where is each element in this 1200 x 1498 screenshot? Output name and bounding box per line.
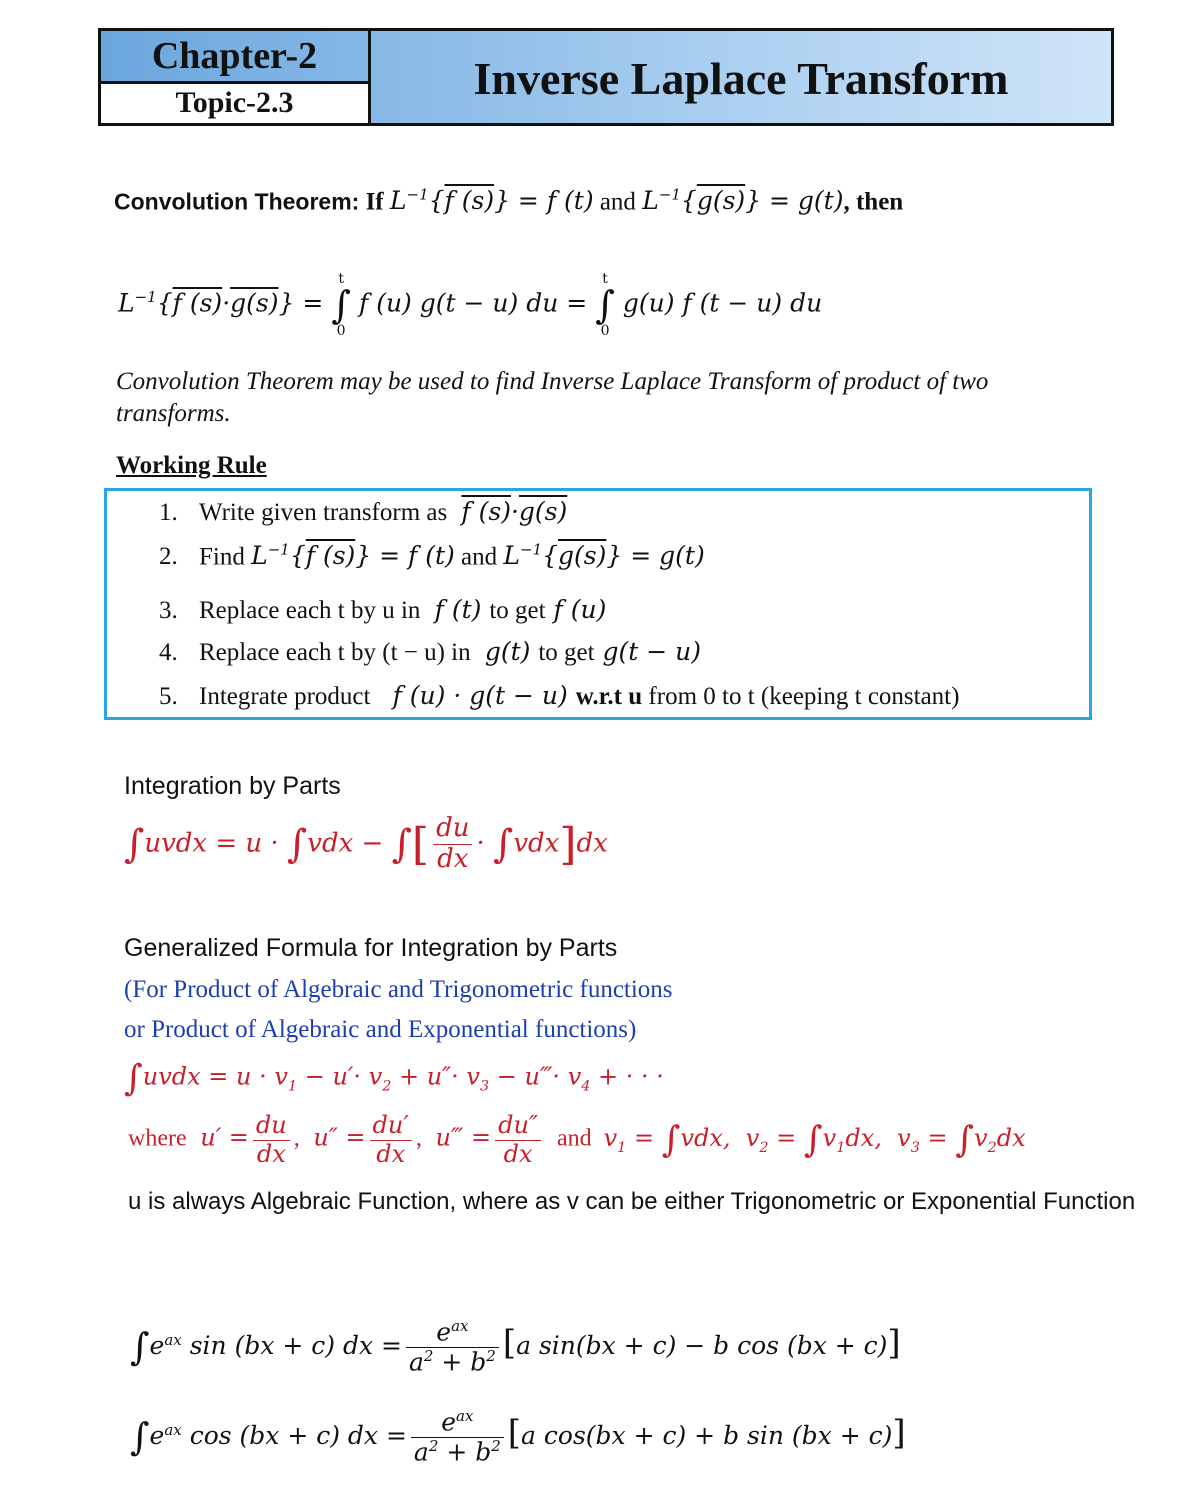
rule-step-5 <box>159 681 959 711</box>
if-word: If <box>365 188 384 216</box>
ibp-heading: Integration by Parts <box>124 772 341 800</box>
convolution-label: Convolution Theorem: <box>114 188 360 215</box>
step-number: 1. <box>159 499 178 526</box>
working-rule-heading: Working Rule <box>116 452 267 479</box>
topic-label: Topic-2.3 <box>101 81 368 123</box>
rule-step-4 <box>159 637 701 667</box>
general-heading: Generalized Formula for Integration by Parts <box>124 934 618 962</box>
step-5-formula: f (u) · g(t − u) <box>376 681 576 710</box>
where-word: where <box>128 1125 187 1152</box>
convolution-formula-g: $L^{-1}\{g(s)\} = g(t)$ <box>642 186 844 216</box>
wrt-word: w.r.t u <box>575 683 643 710</box>
general-note: u is always Algebraic Function, where as v can be either Trigonometric or Exponential Function <box>128 1188 1136 1215</box>
step-number: 3. <box>159 597 178 624</box>
rule-step-2 <box>159 541 705 571</box>
general-line-2: or Product of Algebraic and Exponential functions) <box>124 1016 637 1043</box>
chapter-header <box>98 28 1114 126</box>
general-line-1: (For Product of Algebraic and Trigonometric functions <box>124 976 673 1003</box>
step-4-formula: g(t) <box>476 637 539 666</box>
rule-step-1 <box>159 497 567 527</box>
and-word: and <box>556 1125 592 1152</box>
step-3-result: f (u) <box>545 595 607 624</box>
step-number: 2. <box>159 543 178 571</box>
convolution-note: Convolution Theorem may be used to find Inverse Laplace Transform of product of two transforms. <box>116 368 989 427</box>
step-text: Integrate product <box>199 683 371 710</box>
step-2-formula-g: $L^{-1}\{g(s)\} = g(t)$ <box>503 541 705 571</box>
working-rule-box <box>104 488 1092 720</box>
convolution-statement <box>114 186 903 216</box>
step-4-result: g(t − u) <box>594 637 702 666</box>
step-text: Find <box>199 543 245 571</box>
and-word: and <box>461 543 498 571</box>
to-get-word: to get <box>538 639 595 666</box>
step-3-formula: f (t) <box>426 595 490 624</box>
step-number: 5. <box>159 683 178 710</box>
and-word: and <box>599 188 636 216</box>
derivative-definitions: where u′ = $\frac{du}{dx}$ , u″ = $\frac{du'}{dx}$ , u‴ = $\frac{du''}{dx}$ and $v_1 = \int vdx$, $v_2 = \int v_1dx$, $v_3 = \int v_2dx$ <box>128 1111 1026 1168</box>
then-word: , then <box>843 188 904 216</box>
step-number: 4. <box>159 639 178 666</box>
general-formula: ∫uvdx = $u \cdot v_1 - u'\cdot v_2 + u''\cdot v_3$ − u‴· $v_4$ + · · · <box>124 1058 664 1099</box>
step-1-formula: f (s)·g(s) <box>461 497 568 526</box>
ibp-formula: ∫uvdx = u · ∫vdx − ∫[ $\frac{du}{dx}$ · ∫vdx]dx <box>124 813 608 874</box>
step-text: Replace each t by (t − u) in <box>199 639 471 666</box>
convolution-integral-formula: $L^{-1}\{f$ (s)·g(s)} = t ∫ 0 f (u) g(t − u) du = t ∫ 0 g(u) f (t − u) du <box>118 271 823 339</box>
integral-sin-formula: $\int e^{ax}$ sin (bx + c) dx = $\frac{e^{ax}}{a^2 + b^2}$ [a sin(bx + c) − b cos (bx + c)] <box>130 1317 901 1377</box>
step-text: Replace each t by u in <box>199 597 421 624</box>
rule-step-3 <box>159 595 606 625</box>
step-5-tail: from 0 to t (keeping t constant) <box>648 683 960 710</box>
convolution-formula-f: $L^{-1}\{f$ (s)} = f (t) <box>389 186 594 216</box>
page-title: Inverse Laplace Transform <box>473 53 1009 104</box>
integral-cos-formula: $\int e^{ax}$ cos (bx + c) dx = $\frac{e^{ax}}{a^2 + b^2}$ [a cos(bx + c) + b sin (bx + c)] <box>130 1407 906 1467</box>
step-text: Write given transform as <box>199 499 448 526</box>
to-get-word: to get <box>489 597 546 624</box>
chapter-topic-block <box>101 31 371 123</box>
step-2-formula-f: $L^{-1}\{f$ (s)} = f (t) <box>251 541 455 571</box>
chapter-label: Chapter-2 <box>151 35 318 77</box>
